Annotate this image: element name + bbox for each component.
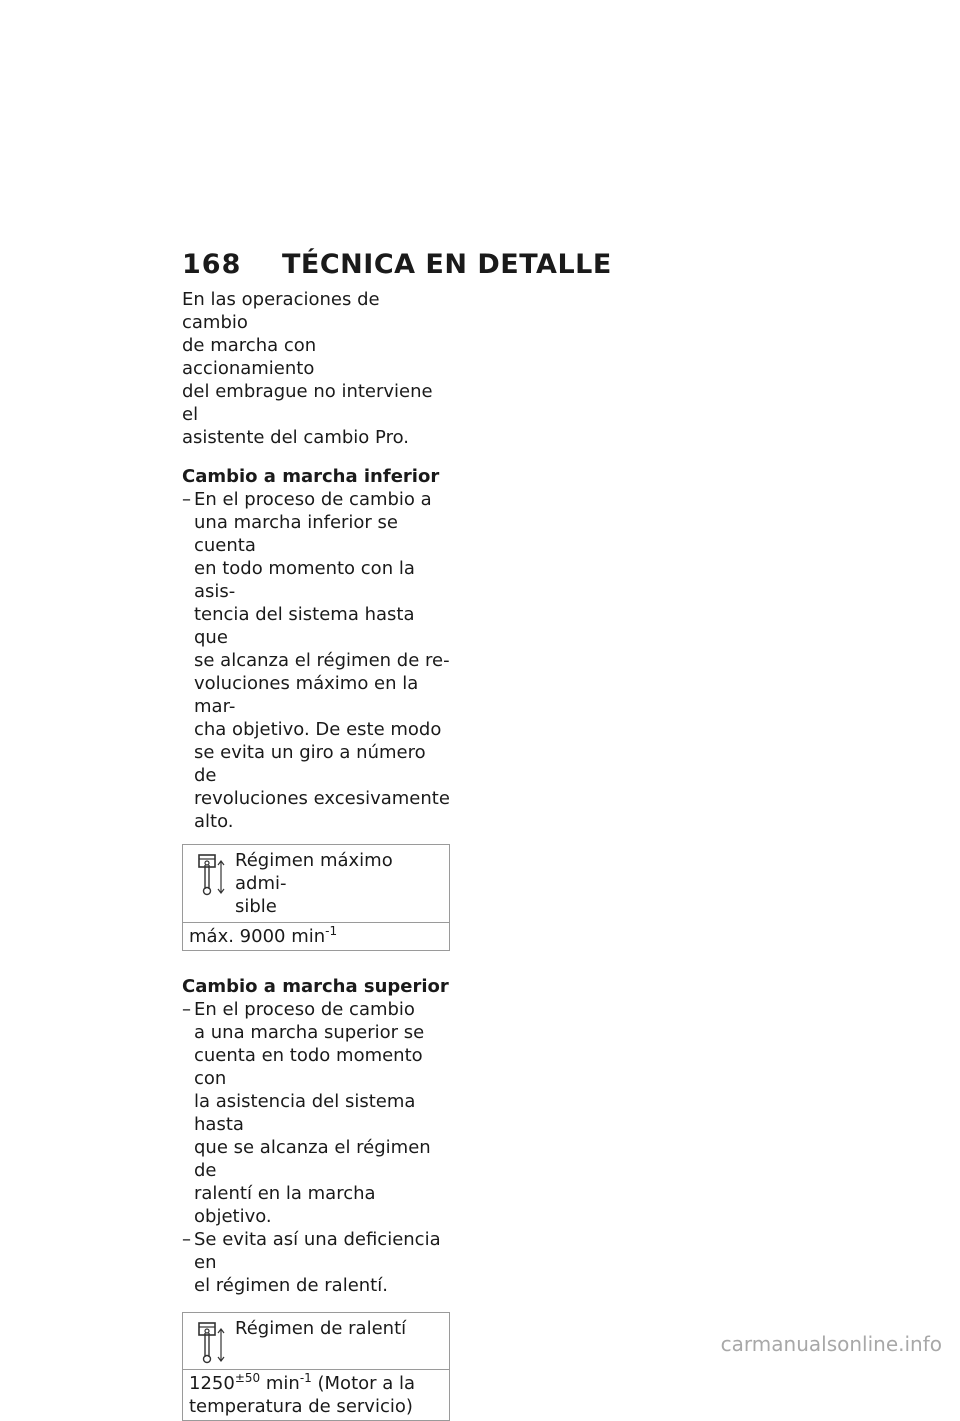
downshift-line: en todo momento con la asis- [194,558,415,602]
page-header [182,244,612,284]
upshift-line: Se evita así una deficiencia en [194,1229,441,1273]
downshift-line: cha objetivo. De este modo [194,719,442,740]
upshift-line: En el proceso de cambio [194,999,415,1020]
engine-piston-icon [197,853,225,897]
upshift-heading: Cambio a marcha superior [182,976,449,997]
upshift-item [182,1228,450,1297]
downshift-line: se evita un giro a número de [194,742,426,786]
intro-line: del embrague no interviene el [182,381,433,425]
spec-label [235,1317,443,1340]
spec-value-line2: temperatura de servicio) [189,1396,413,1417]
downshift-line: revoluciones excesivamente [194,788,450,809]
downshift-line: se alcanza el régimen de re- [194,650,450,671]
engine-piston-icon [197,1321,225,1365]
upshift-line: a una marcha superior se [194,1022,425,1043]
spec-value-tolerance: ±50 [234,1371,261,1385]
content-column [182,288,450,1421]
spec-label-line: Régimen máximo admi- [235,850,393,894]
upshift-line: el régimen de ralentí. [194,1275,388,1296]
spec-value-text: máx. 9000 min [189,926,326,947]
list-dash: – [182,1229,191,1250]
spec-value-number: 1250 [189,1373,235,1394]
downshift-line: voluciones máximo en la mar- [194,673,419,717]
spec-value-unit: min [260,1373,300,1394]
spec-label-line: Régimen de ralentí [235,1318,407,1339]
upshift-line: la asistencia del sistema hasta [194,1091,416,1135]
spec-label-line: sible [235,896,277,917]
intro-paragraph [182,288,450,449]
downshift-line: alto. [194,811,234,832]
downshift-heading: Cambio a marcha inferior [182,466,440,487]
spec-header [183,845,449,923]
page-number: 168 [182,248,242,280]
upshift-line: ralentí en la marcha objetivo. [194,1183,376,1227]
max-rpm-spec-box [182,844,450,951]
spec-header [183,1313,449,1370]
list-dash: – [182,999,191,1020]
spec-value [183,923,449,950]
downshift-line: una marcha inferior se cuenta [194,512,399,556]
downshift-line: En el proceso de cambio a [194,489,432,510]
spec-value-suffix: (Motor a la [311,1373,416,1394]
downshift-line: tencia del sistema hasta que [194,604,415,648]
downshift-item [182,488,450,833]
spec-value-exponent: -1 [299,1371,312,1385]
watermark: carmanualsonline.info [720,1332,942,1356]
spec-label [235,849,443,918]
spec-value [183,1370,449,1420]
idle-rpm-spec-box [182,1312,450,1421]
upshift-line: cuenta en todo momento con [194,1045,423,1089]
chapter-title: TÉCNICA EN DETALLE [282,248,612,280]
list-dash: – [182,489,191,510]
upshift-line: que se alcanza el régimen de [194,1137,431,1181]
upshift-item [182,998,450,1228]
spec-value-exponent: -1 [325,924,338,938]
intro-line: En las operaciones de cambio [182,289,380,333]
intro-line: de marcha con accionamiento [182,335,317,379]
intro-line: asistente del cambio Pro. [182,427,409,448]
